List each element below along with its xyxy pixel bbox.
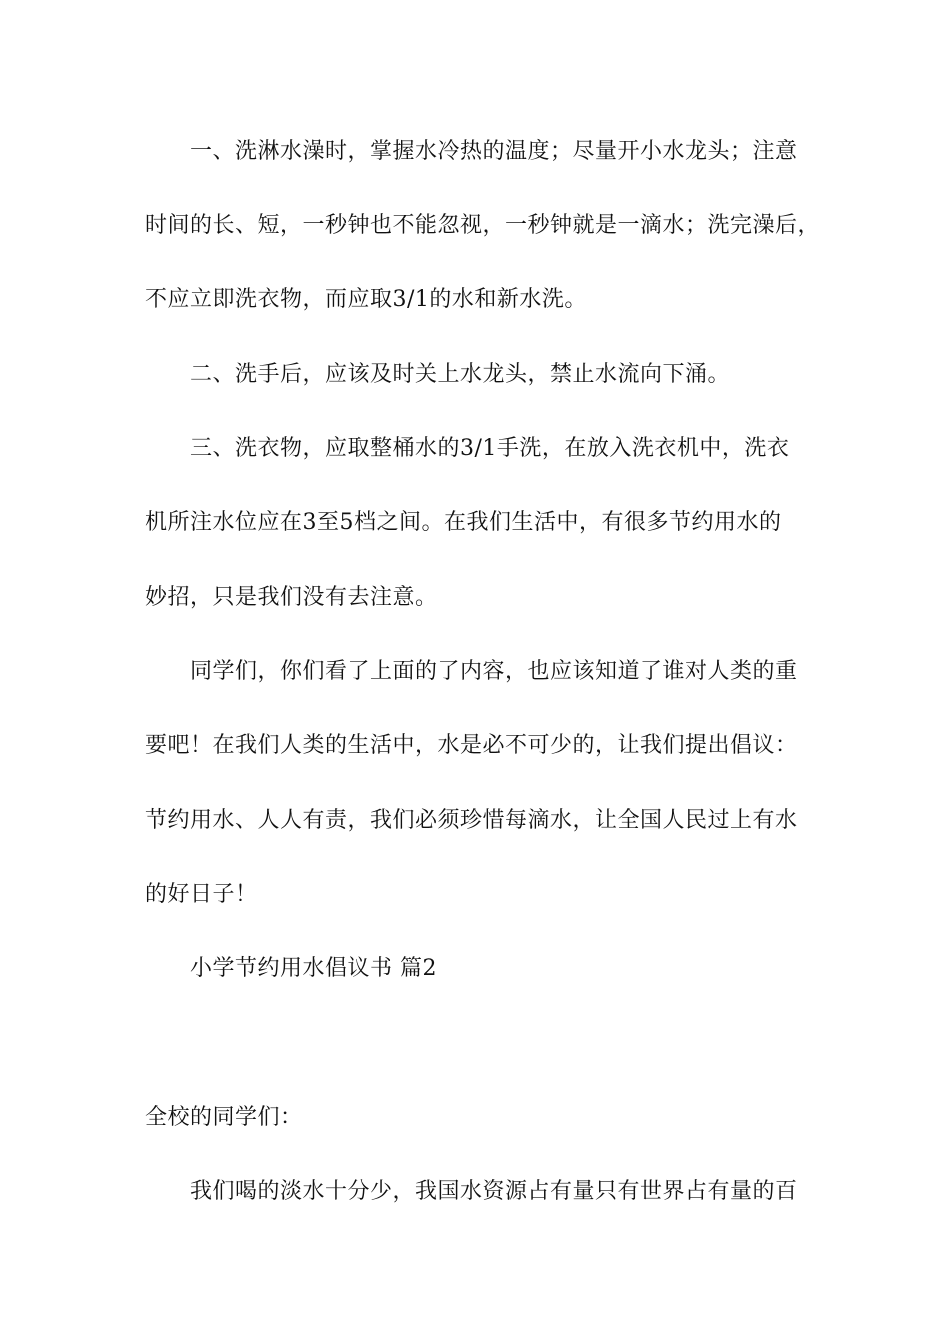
paragraph-5-line-1: 我们喝的淡水十分少，我国水资源占有量只有世界占有量的百 xyxy=(190,1179,798,1204)
paragraph-1-line-2: 时间的长、短，一秒钟也不能忽视，一秒钟就是一滴水；洗完澡后， xyxy=(145,213,821,238)
paragraph-4-line-1: 同学们，你们看了上面的了内容，也应该知道了谁对人类的重 xyxy=(190,659,798,684)
paragraph-4-line-3: 节约用水、人人有责，我们必须珍惜每滴水，让全国人民过上有水 xyxy=(145,808,798,833)
paragraph-3-line-2: 机所注水位应在3至5档之间。在我们生活中，有很多节约用水的 xyxy=(145,510,782,535)
paragraph-3-line-1: 三、洗衣物，应取整桶水的3/1手洗，在放入洗衣机中，洗衣 xyxy=(190,436,790,461)
paragraph-4-line-4: 的好日子！ xyxy=(145,882,258,907)
paragraph-3-line-3: 妙招，只是我们没有去注意。 xyxy=(145,585,438,610)
salutation: 全校的同学们： xyxy=(145,1105,303,1130)
section-heading: 小学节约用水倡议书 篇2 xyxy=(190,956,437,981)
paragraph-4-line-2: 要吧！在我们人类的生活中，水是必不可少的，让我们提出倡议： xyxy=(145,733,798,758)
paragraph-2-line-1: 二、洗手后，应该及时关上水龙头，禁止水流向下涌。 xyxy=(190,362,731,387)
paragraph-1-line-3: 不应立即洗衣物，而应取3/1的水和新水洗。 xyxy=(145,287,587,312)
paragraph-1-line-1: 一、洗淋水澡时，掌握水冷热的温度；尽量开小水龙头；注意 xyxy=(190,139,798,164)
